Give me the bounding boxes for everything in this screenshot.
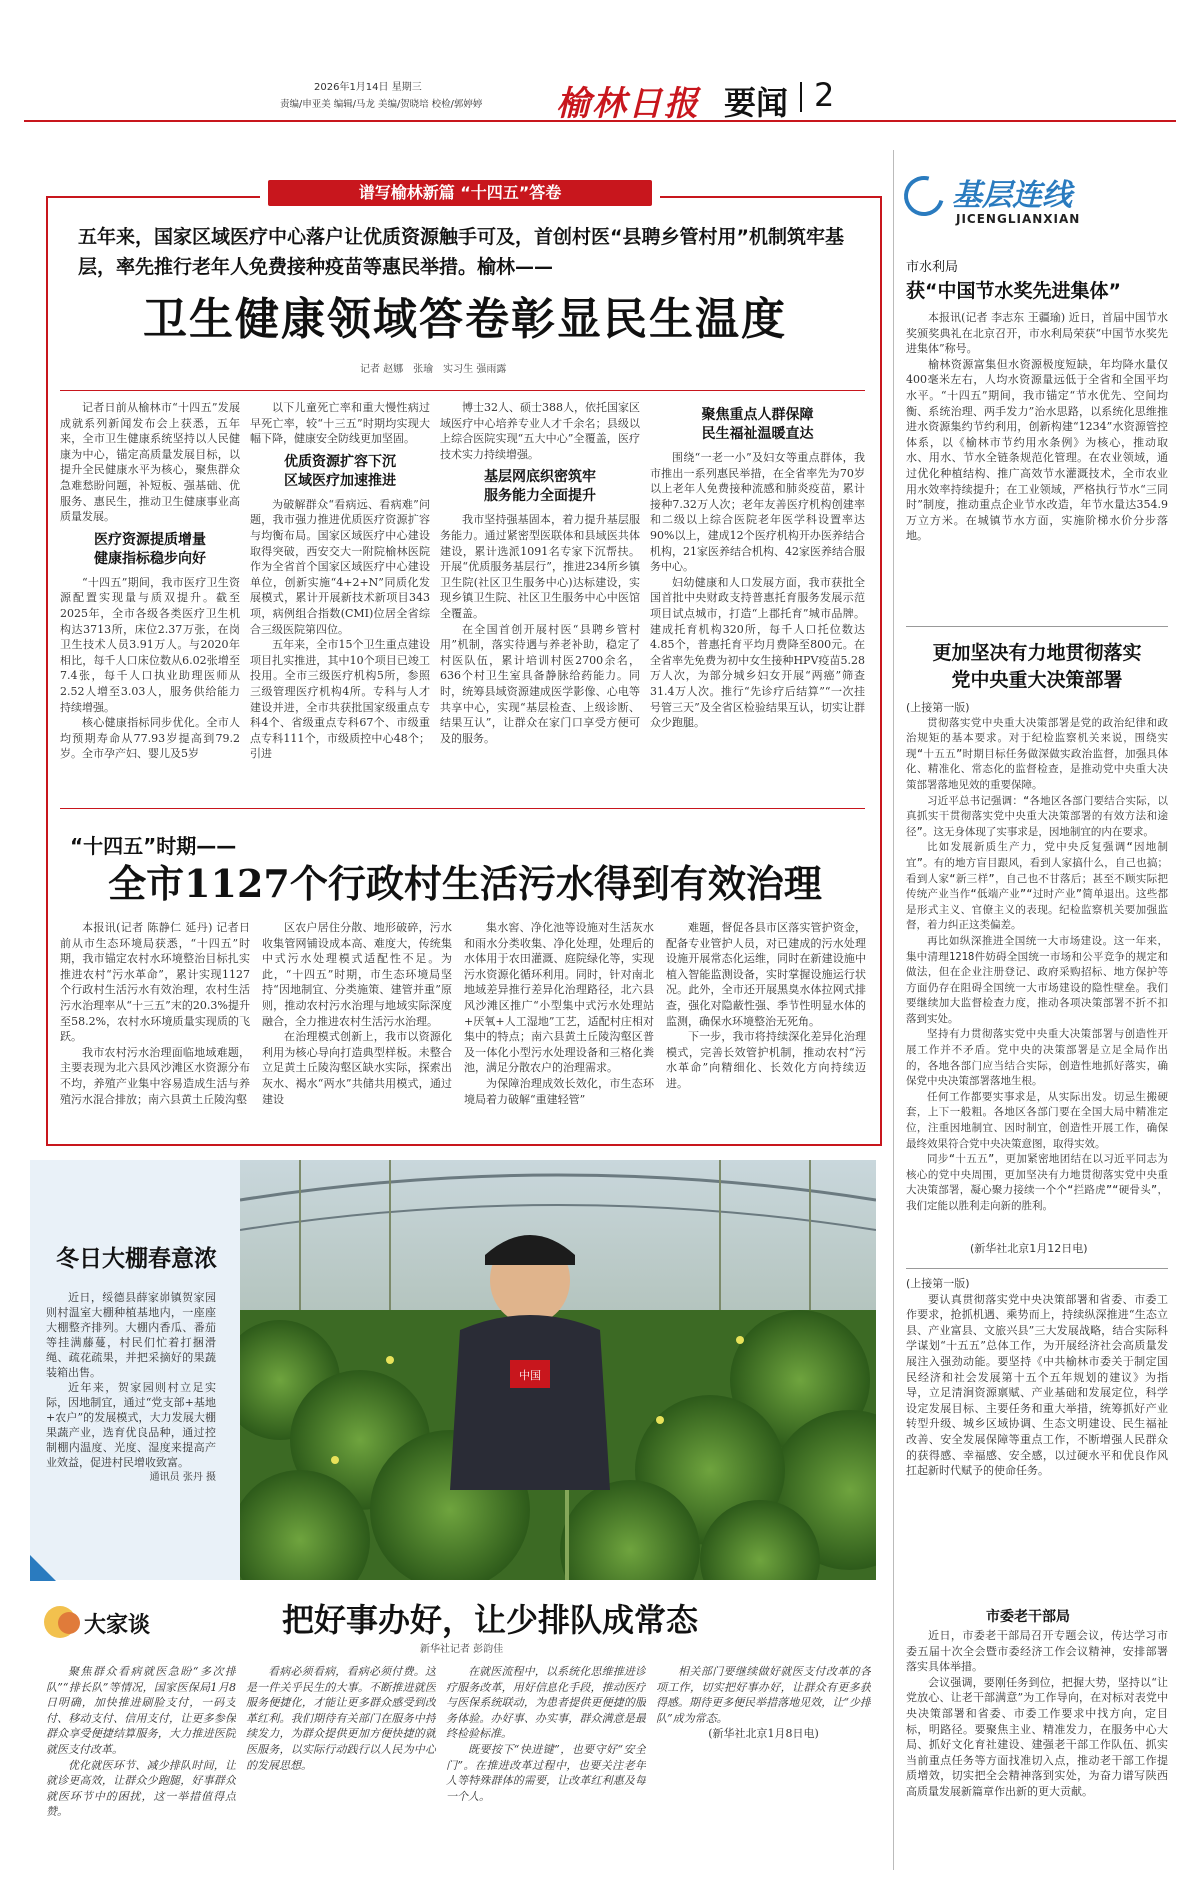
paragraph: 难题，督促各县市区落实管护资金，配备专业管护人员，对已建成的污水处理设施开展常态化运维，同时在新建设施中植入智能监测设备，实时掌握设施运行状况。此外，全市还开展黑臭水体拉网式排查，强化对隐蔽性强、季节性明显水体的监测，确保水环境整治无死角。 bbox=[666, 921, 866, 1028]
section-name: 要闻 bbox=[724, 84, 789, 122]
paragraph: 比如发展新质生产力，党中央反复强调“因地制宜”。有的地方盲目跟风，看到人家搞什么，自己也搞；看到人家“新三样”，自己也不甘落后；甚至不顾实际把传统产业当作“低端产业”“过时产业”简单退出。这些都是形式主义、官僚主义的表现。纪检监察机关要加强监督，着力纠正这类偏差。 bbox=[906, 841, 1168, 932]
water-headline: 获“中国节水奖先进集体” bbox=[906, 280, 1121, 302]
paragraph: “十四五”期间，我市医疗卫生资源配置实现量与质双提升。截至2025年，全市各级各类医疗卫生机构达3713所，床位2.37万张，在岗卫生技术人员3.91万人。与2020年相比，每千人口床位数从6.02张增至7.4张，每千人口执业助理医师从2.52人增至3.03人，服务供给能力持续增强。 bbox=[60, 575, 240, 714]
continued-note: (上接第一版) bbox=[906, 701, 970, 714]
news4-headline: 市委老干部局 bbox=[986, 1609, 1070, 1625]
banner-text: 谱写榆林新篇 “十四五”答卷 bbox=[268, 180, 652, 206]
paragraph: 我市农村污水治理面临地域难题，主要表现为北六县风沙滩区水资源分布不均，养殖产业集中容易造成生活与养殖污水混合排放；南六县黄土丘陵沟壑 bbox=[60, 1045, 250, 1106]
paragraph: 聚焦群众看病就医急盼“多次排队”“排长队”等情况，国家医保局1月8日明确，加快推进刷脸支付，一码支付、移动支付、信用支付，让更多参保群众享受便捷结算服务，大力推进医院就医支付改革。 bbox=[46, 1665, 236, 1756]
people-icon-2 bbox=[58, 1612, 80, 1634]
page-header bbox=[24, 76, 1176, 122]
talk-col-1 bbox=[46, 1664, 236, 1864]
paragraph: 五年来，全市15个卫生重点建设项目扎实推进，其中10个项目已竣工投用。全市三级医疗机构5所，参照三级管理医疗机构4所。专科与人才建设并进，全市共获批国家级重点专科4个、省级重点专科67个、市级重点专科111个，市级质控中心48个；引进 bbox=[250, 638, 430, 761]
talk-byline: 新华社记者 彭韵佳 bbox=[420, 1644, 504, 1655]
paragraph: 再比如纵深推进全国统一大市场建设。这一年来，集中清理1218件妨碍全国统一市场和公平竞争的规定和做法，但在企业注册登记、政府采购招标、地方保护等方面仍存在阻碍全国统一大市场建设的隐性壁垒。我们要继续加大监督检查力度，推动各项决策部署不折不扣落到实处。 bbox=[906, 934, 1168, 1025]
column-logo-text: 基层连线 bbox=[952, 178, 1072, 213]
paragraph: 下一步，我市将持续深化差异化治理模式，完善长效管护机制，推动农村“污水革命”向精细化、长效化方向持续迈进。 bbox=[666, 1030, 866, 1090]
page-number: 2 bbox=[814, 76, 835, 114]
rule bbox=[906, 1268, 1168, 1269]
paragraph: 以下儿童死亡率和重大慢性病过早死亡率，较“十三五”时期均实现大幅下降，健康安全防线更加坚固。 bbox=[250, 401, 430, 446]
feature-col-4 bbox=[650, 400, 865, 800]
feature-headline: 卫生健康领域答卷彰显民生温度 bbox=[143, 294, 787, 345]
subhead: 基层网底织密筑牢 服务能力全面提升 bbox=[484, 469, 596, 505]
sewage-headline: 全市1127个行政村生活污水得到有效治理 bbox=[108, 861, 822, 906]
feature-col-3 bbox=[440, 400, 640, 800]
feature-rule bbox=[60, 390, 865, 391]
sewage-col-3 bbox=[464, 920, 654, 1135]
issue-date: 2026年1月14日 星期三 bbox=[314, 82, 422, 93]
paragraph: 在就医流程中，以系统化思维推进诊疗服务改革，用好信息化手段，推动医疗与医保系统联动，为患者提供更便捷的服务体验。办好事、办实事，群众满意是最终检验标准。 bbox=[446, 1665, 646, 1741]
feature-col-1 bbox=[60, 400, 240, 800]
paragraph: 坚持有力贯彻落实党中央重大决策部署与创造性开展工作并不矛盾。党中央的决策部署是立足全局作出的，各地各部门应当结合实际，创造性地抓好落实，确保党中央决策部署落地生根。 bbox=[906, 1028, 1168, 1088]
paragraph: 我市坚持强基固本，着力提升基层服务能力。通过紧密型医联体和县域医共体建设，累计选派1091名专家下沉帮扶。开展“优质服务基层行”，推进234所乡镇卫生院(社区卫生服务中心)达标建设，实现乡镇卫生院、社区卫生服务中心中医馆全覆盖。 bbox=[440, 513, 640, 620]
talk-tag bbox=[44, 1604, 164, 1644]
paragraph: 习近平总书记强调：“各地区各部门要结合实际，以真抓实干贯彻落实党中央重大决策部署的有效方法和途径”。这无身体现了实事求是，因地制宜的内在要求。 bbox=[906, 794, 1168, 838]
paragraph: 任何工作都要实事求是，从实际出发。切忌生搬硬套，上下一般粗。各地区各部门要在全国大局中精准定位，注重因地制宜、因时制宜，创造性开展工作，确保最终效果符合党中央决策意图，取得实效。 bbox=[906, 1090, 1168, 1150]
paragraph: 近日，市委老干部局召开专题会议，传达学习市委五届十次全会暨市委经济工作会议精神，安排部署落实具体举措。 bbox=[906, 1629, 1168, 1674]
subhead: 医疗资源提质增量 健康指标稳步向好 bbox=[94, 531, 206, 567]
column-logo-pinyin: JICENGLIANXIAN bbox=[956, 212, 1081, 226]
paragraph: 集水窖、净化池等设施对生活灰水和雨水分类收集、净化处理，处理后的水体用于农田灌溉、庭院绿化等，实现污水资源化循环利用。同时，针对南北地域差异推行差异化治理路径，北六县风沙滩区推广“小型集中式污水处理站+厌氧+人工湿地”工艺，适配村庄相对集中的特点；南六县黄土丘陵沟壑区普及一体化小型污水处理设备和三格化粪池，满足分散农户的治理需求。 bbox=[464, 921, 654, 1075]
talk-credit: (新华社北京1月8日电) bbox=[708, 1727, 819, 1741]
paragraph: 榆林资源富集但水资源极度短缺，年均降水量仅400毫米左右，人均水资源量远低于全省和全国平均水平。“十四五”期间，我市锚定“节水优先、空间均衡、系统治理、两手发力”治水思路，以系统化思维推进水资源集约节约利用，创新构建“1234”水资源管控体系，以《榆林市节约用水条例》为核心，推动取水、用水、节水全链条规范化管理。在农业领域，通过优化种植结构、推广高效节水灌溉技术，全市农业用水效率持续提升；在工业领域，严格执行节水“三同时”制度，推动重点企业节水改造，年节水量达354.9万立方米。在城镇节水方面，实施阶梯水价分步落地。 bbox=[906, 357, 1168, 543]
talk-headline: 把好事办好，让少排队成常态 bbox=[281, 1601, 698, 1639]
paragraph: 既要按下“快进键”，也要守好“安全门”。在推进改革过程中，也要关注老年人等特殊群体的需要，让改革红利惠及每一个人。 bbox=[446, 1742, 646, 1803]
paragraph: 记者日前从榆林市“十四五”发展成就系列新闻发布会上获悉，五年来，全市卫生健康系统坚持以人民健康为中心，锚定高质量发展目标，以提升全民健康水平为核心，聚焦群众急难愁盼问题，补短板、强基础、优服务、惠民生，推动卫生健康事业高质量发展。 bbox=[60, 401, 240, 524]
subhead: 聚焦重点人群保障 民生福祉温暖直达 bbox=[701, 407, 814, 442]
paragraph: 看病必须看病，看病必须付费。这是一件关乎民生的大事。不断推进就医服务便捷化，才能让更多群众感受到改革红利。我们期待有关部门在服务中持续发力，为群众提供更加方便快捷的就医服务，以实际行动践行以人民为中心的发展思想。 bbox=[246, 1665, 436, 1772]
talk-tag-label: 大家谈 bbox=[84, 1613, 151, 1638]
paragraph: 相关部门要继续做好就医支付改革的各项工作，切实把好事办好，让群众有更多获得感。期待更多便民举措落地见效，让“少排队”成为常态。 bbox=[656, 1665, 871, 1725]
corner-triangle bbox=[30, 1555, 56, 1581]
paragraph: 要认真贯彻落实党中央决策部署和省委、市委工作要求，抢抓机遇、乘势而上，持续纵深推进“生态立县、产业富县、文旅兴县”三大发展战略，结合实际科学谋划“十五五”总体工作，为开展经济社会高质量发展注入强劲动能。要坚持《中共榆林市委关于制定国民经济和社会发展第十五个五年规划的建议》为指导，立足清涧资源禀赋、产业基础和发展定位，科学设定发展目标、主要任务和重大举措，统筹抓好产业转型升级、城乡区域协调、生态文明建设、民生福祉改善、安全发展保障等重点工作，不断增强人民群众的获得感、幸福感、安全感，以过硬水平和优良作风扛起新时代赋予的使命任务。 bbox=[906, 1292, 1168, 1478]
paragraph: 本报讯(记者 陈静仁 延丹) 记者日前从市生态环境局获悉，“十四五”时期，我市锚定农村水环境整治目标扎实推进农村“污水革命”，累计实现1127个行政村生活污水有效治理，农村生活污水治理率从“十三五”末的20.3%提升至58.2%，农村水环境质量实现质的飞跃。 bbox=[60, 921, 250, 1044]
paragraph: 妇幼健康和人口发展方面，我市获批全国首批中央财政支持普惠托育服务发展示范项目试点城市，打造“上郡托育”城市品牌。建成托育机构320所，每千人口托位数达4.85个，普惠托育平均月费降至800元。在全省率先免费为初中女生接种HPV疫苗5.28万人次，为部分城乡妇女开展“两癌”筛查31.4万人次。推行“先诊疗后结算”“一次挂号管三天”及全省区检验结果互认，切实让群众少跑腿。 bbox=[650, 575, 865, 730]
news2-credit: (新华社北京1月12日电) bbox=[970, 1242, 1088, 1255]
rule bbox=[906, 626, 1168, 627]
paragraph: 近年来，贺家园则村立足实际，因地制宜，通过“党支部+基地+农户”的发展模式，大力发展大棚果蔬产业，选育优良品种，通过控制棚内温度、光度、湿度来提高产业效益，促进村民增收致富。 bbox=[46, 1381, 216, 1469]
sewage-col-4 bbox=[666, 920, 866, 1135]
editor-credits: 责编/申亚美 编辑/马龙 美编/贺晓培 校检/郭婷婷 bbox=[280, 99, 483, 110]
newspaper-logo: 榆林日报 bbox=[556, 84, 700, 124]
photo-title: 冬日大棚春意浓 bbox=[56, 1245, 217, 1272]
news2-body bbox=[906, 700, 1168, 1235]
talk-col-3 bbox=[446, 1664, 646, 1864]
feature-col-2 bbox=[250, 400, 430, 800]
paragraph: 为破解群众“看病远、看病难”问题，我市强力推进优质医疗资源扩容与均衡布局。国家区域医疗中心建设取得突破，西安交大一附院榆林医院作为全省首个国家区域医疗中心建设单位，创新实施“4+2+N”同质化发展模式，累计开展新技术新项目343项，病例组合指数(CMI)位居全省综合三级医院第四位。 bbox=[250, 497, 430, 636]
sewage-kicker: “十四五”时期—— bbox=[70, 834, 237, 858]
headline-line: 党中央重大决策部署 bbox=[951, 669, 1123, 691]
paragraph: 为保障治理成效长效化，市生态环境局着力破解“重建轻管” bbox=[464, 1076, 654, 1106]
section-rule bbox=[60, 808, 865, 809]
news2-headline bbox=[906, 640, 1168, 694]
paragraph: 贯彻落实党中央重大决策部署是党的政治纪律和政治规矩的基本要求。对于纪检监察机关来说，围绕实现“十五五”时期目标任务做深做实政治监督，加强具体化、精准化、常态化的监督检查，是推动党中央重大决策部署落地见效的重要保障。 bbox=[906, 716, 1168, 791]
water-kicker: 市水利局 bbox=[906, 260, 959, 275]
paragraph: 优化就医环节、减少排队时间，让就诊更高效，让群众少跑腿，好事群众就医环节中的困扰，这一举措值得点赞。 bbox=[46, 1758, 236, 1819]
paragraph: 会议强调，要刚任务到位，把握大势，坚持以“让党放心、让老干部满意”为工作导向，在对标对表党中央决策部署和省委、市委工作要求中找方向，定目标，明路径。要聚焦主业、精准发力，在服务中心大局、抓好文化育社建设、建强老干部工作队伍、抓实当前重点任务等方面找准切入点，推动老干部工作提质增效，切实把全会精神落到实处，为奋力谱写陕西高质量发展新篇章作出新的更大贡献。 bbox=[906, 1675, 1168, 1798]
apron-label: 中国 bbox=[519, 1369, 541, 1382]
subhead: 优质资源扩容下沉 区域医疗加速推进 bbox=[284, 453, 396, 489]
column-logo bbox=[904, 170, 1174, 240]
paragraph: 近日，绥德县薛家峁镇贺家园则村温室大棚种植基地内，一座座大棚整齐排列。大棚内香瓜、番茄等挂满藤蔓，村民们忙着打捆滑绳、疏花疏果，并把采摘好的果蔬装箱出售。 bbox=[46, 1291, 216, 1379]
headline-line: 更加坚决有力地贯彻落实 bbox=[932, 642, 1142, 664]
photo-credit: 通讯员 张丹 摄 bbox=[149, 1472, 216, 1483]
feature-banner bbox=[260, 178, 660, 208]
talk-col-4 bbox=[656, 1664, 871, 1864]
paragraph: 区农户居住分散、地形破碎，污水收集管网铺设成本高、难度大，传统集中式污水处理模式适配性不足。为此，“十四五”时期，市生态环境局坚持“因地制宜、分类施策、建管并重”原则，推动农村污水治理与地域实际深度融合，全力推进农村生活污水治理。 bbox=[262, 921, 452, 1028]
paragraph: 在治理模式创新上，我市以资源化利用为核心导向打造典型样板。未整合立足黄土丘陵沟壑区缺水实际，探索出灰水、褐水“两水”共储共用模式，通过建设 bbox=[262, 1030, 452, 1106]
right-column-divider bbox=[893, 150, 894, 1870]
news4-body bbox=[906, 1628, 1168, 1868]
greenhouse-illustration bbox=[240, 1160, 876, 1580]
paragraph: 围绕“一老一小”及妇女等重点群体，我市推出一系列惠民举措，在全省率先为70岁以上老年人免费接种流感和肺炎疫苗，累计接种7.32万人次；老年友善医疗机构创建率和二级以上综合医院老年医学科设置率达90%以上，建成12个医疗机构开办医养结合机构，21家医养结合机构、42家医养结合服务中心。 bbox=[650, 451, 865, 574]
paragraph: 在全国首创开展村医“县聘乡管村用”机制，落实待遇与养老补助，稳定了村医队伍，累计培训村医2700余名，636个村卫生室具备静脉给药能力。同时，统筹县域资源建成医学影像、心电等共享中心，实现“基层检查、上级诊断、结果互认”，让群众在家门口享受方便可及的服务。 bbox=[440, 622, 640, 745]
paragraph: 同步“十五五”，更加紧密地团结在以习近平同志为核心的党中央周围，更加坚决有力地贯彻落实党中央重大决策部署，凝心聚力接续一个个“拦路虎”“硬骨头”，我们定能以胜利走向新的胜利。 bbox=[906, 1153, 1168, 1212]
water-body bbox=[906, 310, 1168, 615]
paragraph: 博士32人、硕士388人，依托国家区域医疗中心培养专业人才千余名；县级以上综合医院实现“五大中心”全覆盖，医疗技术实力持续增强。 bbox=[440, 401, 640, 461]
sewage-col-2 bbox=[262, 920, 452, 1135]
phone-icon bbox=[897, 169, 952, 224]
sewage-col-1 bbox=[60, 920, 250, 1135]
feature-lead: 五年来，国家区域医疗中心落户让优质资源触手可及，首创村医“县聘乡管村用”机制筑牢基层，率先推行老年人免费接种疫苗等惠民举措。榆林—— bbox=[78, 226, 844, 278]
paragraph: 核心健康指标同步优化。全市人均预期寿命从77.93岁提高到79.2岁。全市孕产妇、婴儿及5岁 bbox=[60, 716, 240, 761]
continued-note: (上接第一版) bbox=[906, 1277, 970, 1290]
paragraph: 本报讯(记者 李志东 王疆瑜) 近日，首届中国节水奖颁奖典礼在北京召开，市水利局荣获“中国节水奖先进集体”称号。 bbox=[906, 311, 1168, 356]
header-divider bbox=[800, 82, 802, 112]
photo-caption bbox=[46, 1290, 216, 1520]
greenhouse-photo bbox=[240, 1160, 876, 1580]
feature-byline: 记者 赵娜 张瑜 实习生 强雨露 bbox=[360, 364, 507, 375]
news3-body bbox=[906, 1276, 1168, 1594]
talk-col-2 bbox=[246, 1664, 436, 1864]
